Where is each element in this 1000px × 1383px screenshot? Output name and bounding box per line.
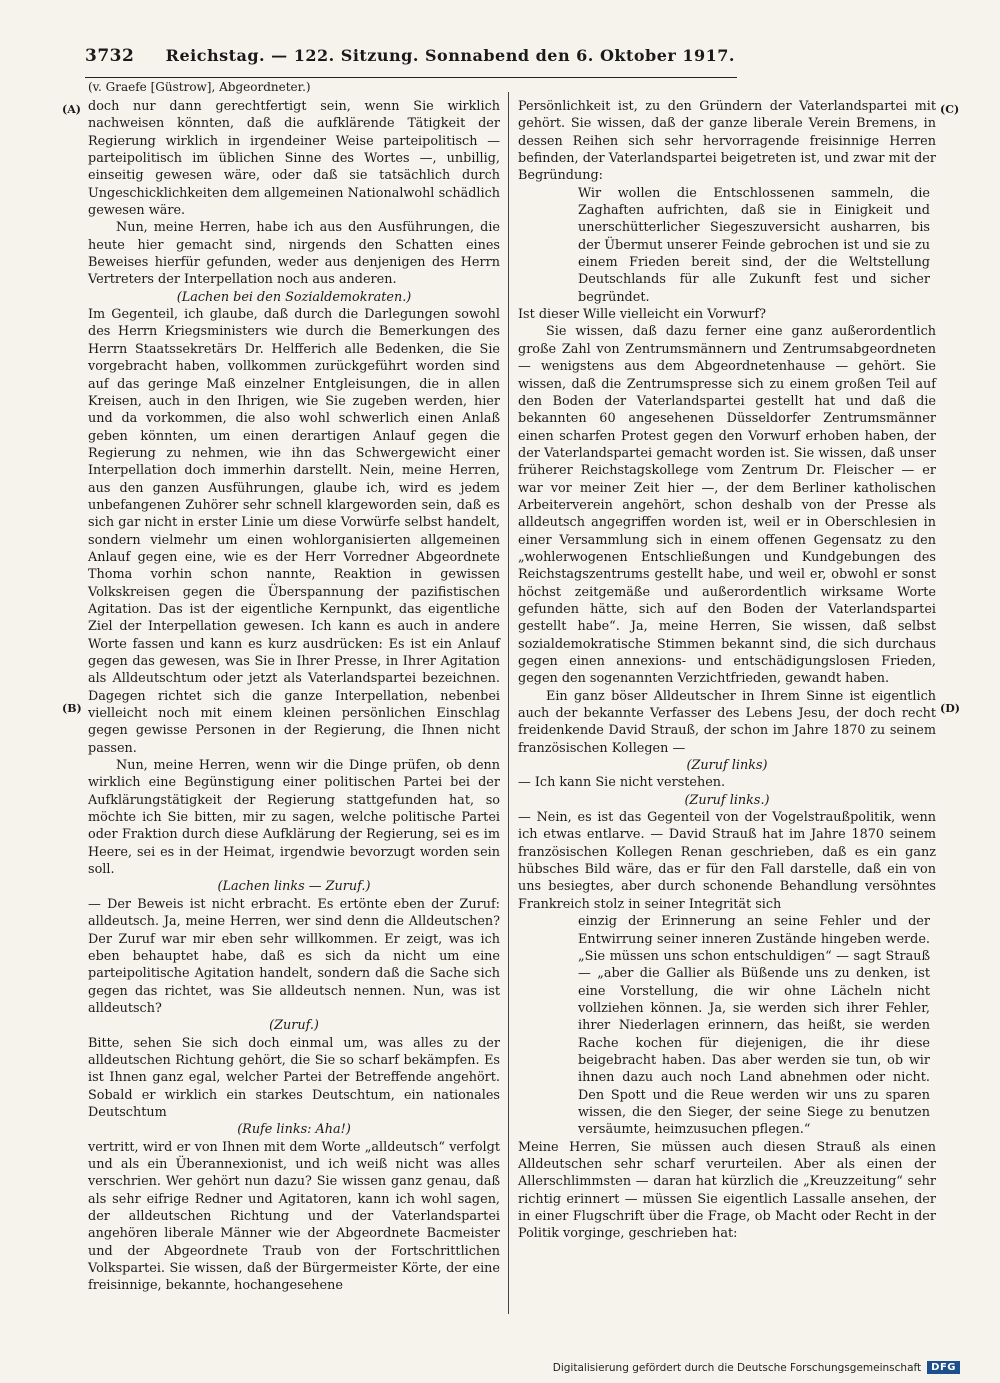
- paragraph: Sie wissen, daß dazu ferner eine ganz außerordentlich große Zahl von Zentrumsmännern und Zentrumsabgeordneten — wenigstens aus dem Abgeordnetenhause — gehört. Sie wissen, daß die Zentrumspresse sich zu einem großen Teil auf den Boden der Vaterlandspartei gestellt hat und daß die bekannten 60 angesehenen Düsseldorfer Zentrumsmänner einen scharfen Protest gegen den Vorwurf erhoben haben, der der Vaterlandspartei gemacht worden ist. Sie wissen, daß unser früherer Reichstagskollege vom Zentrum Dr. Fleischer — er war vor meiner Zeit hier —, der dem Berliner katholischen Arbeiterverein angehört, schon deshalb von der Presse als alldeutsch angegriffen worden ist, weil er in Oberschlesien in einer Versammlung sich in einem offenen Gegensatz zu den „wohlerwogenen Entschließungen und Kundgebungen des Reichstagszentrums gestellt habe, und weil er, obwohl er sonst höchst zeitgemäße und außerordentlich wirksame Worte gefunden hätte, sich auf den Boden der Vaterlandspartei gestellt habe“. Ja, meine Herren, Sie wissen, daß selbst sozialdemokratische Stimmen bekannt sind, die sich durchaus gegen einen annexions- und entschädigungslosen Frieden, gegen den sogenannten Verzichtfrieden, gewandt haben.: [518, 324, 936, 687]
- paragraph: Ein ganz böser Alldeutscher in Ihrem Sinne ist eigentlich auch der bekannte Verfasser des Lebens Jesu, der doch recht freidenkende David Strauß, der schon im Jahre 1870 zu seinem französischen Kollegen —: [518, 688, 936, 756]
- margin-marker-c: (C): [940, 103, 960, 116]
- margin-marker-b: (B): [62, 702, 82, 715]
- footer-credit: [553, 1361, 960, 1374]
- page-running-title: Reichstag. — 122. Sitzung. Sonnabend den 6. Oktober 1917.: [165, 46, 735, 65]
- paragraph: — Nein, es ist das Gegenteil von der Vogelstraußpolitik, wenn ich etwas entlarve. — David Strauß hat im Jahre 1870 seinem französischen Kollegen Renan geschrieben, daß es ein ganz hübsches Bild wäre, das er für den Fall darstelle, daß ein von uns besiegtes, aber durch schonende Behandlung versöhntes Frankreich stolz in seiner Integrität sich: [518, 810, 936, 912]
- paragraph: Nun, meine Herren, wenn wir die Dinge prüfen, ob denn wirklich eine Begünstigung einer politischen Partei bei der Aufklärungstätigkeit der Regierung stattgefunden hat, so möchte ich Sie bitten, mir zu sagen, welche politische Partei oder Fraktion durch diese Aufklärung der Regierung, sei es im Heere, sei es in der Heimat, irgendwie bevorzugt worden sein soll.: [88, 758, 500, 878]
- paragraph: Bitte, sehen Sie sich doch einmal um, was alles zu der alldeutschen Richtung gehört, die Sie so scharf bekämpfen. Es ist Ihnen ganz egal, welcher Partei der Betreffende angehört. Sobald er wirklich ein starkes Deutschtum, ein nationales Deutschtum: [88, 1035, 500, 1120]
- paragraph: Meine Herren, Sie müssen auch diesen Strauß als einen Alldeutschen sehr scharf verurteilen. Aber als einen der Allerschlimmsten — daran hat kürzlich die „Kreuzzeitung“ sehr richtig erinnert — müssen Sie eigentlich Lassalle ansehen, der in einer Flugschrift über die Frage, ob Macht oder Recht in der Politik vorginge, geschrieben hat:: [518, 1139, 936, 1242]
- paragraph: — Ich kann Sie nicht verstehen.: [518, 775, 726, 791]
- block-quote: Wir wollen die Entschlossenen sammeln, die Zaghaften aufrichten, daß sie in Einigkeit und unerschütterlicher Siegeszuversicht ausharren, bis der Übermut unserer Feinde gebrochen ist und sie zu einem Frieden bereit sind, der die Weltstellung Deutschlands für alle Zukunft fest und sicher begründet.: [578, 185, 930, 305]
- speaker-line: (v. Graefe [Güstrow], Abgeordneter.): [88, 80, 311, 94]
- left-text-column: [88, 98, 500, 1295]
- column-divider: [508, 92, 509, 1314]
- dfg-logo: DFG: [927, 1361, 960, 1374]
- margin-marker-d: (D): [940, 702, 960, 715]
- interjection: (Zuruf links): [686, 758, 768, 774]
- interjection: (Zuruf.): [269, 1018, 319, 1034]
- paragraph: Nun, meine Herren, habe ich aus den Ausführungen, die heute hier gemacht sind, nirgends den Schatten eines Beweises hierfür gefunden, weder aus denjenigen des Herrn Vertreters der Interpellation noch aus anderen.: [88, 220, 500, 288]
- paragraph: vertritt, wird er von Ihnen mit dem Worte „alldeutsch“ verfolgt und als ein Überannexionist, und ich weiß nicht was alles verschrien. Wer gehört nun dazu? Sie wissen ganz genau, daß als sehr eifrige Redner und Agitatoren, kann ich wohl sagen, der alldeutschen Richtung und der Vaterlandspartei angehören liberale Männer wie der Abgeordnete Bacmeister und der Abgeordnete Traub von der Fortschrittlichen Volkspartei. Sie wissen, daß der Bürgermeister Körte, der eine freisinnige, bekannte, hochangesehene: [88, 1139, 500, 1294]
- paragraph: doch nur dann gerechtfertigt sein, wenn Sie wirklich nachweisen könnten, daß die aufklärende Tätigkeit der Regierung wirklich in irgendeiner Weise parteipolitisch — parteipolitisch im üblichen Sinne des Wortes —, unbillig, einseitig gewesen wäre, oder daß sie tatsächlich durch Ungeschicklichkeiten dem allgemeinen Nationalwohl schädlich gewesen wäre.: [88, 99, 500, 219]
- right-text-column: [518, 98, 936, 1243]
- page-number: 3732: [85, 46, 135, 66]
- page-header: [85, 46, 735, 76]
- interjection: (Lachen bei den Sozialdemokraten.): [176, 289, 412, 305]
- interjection: (Lachen links — Zuruf.): [217, 879, 371, 895]
- header-divider: [85, 77, 737, 78]
- interjection: (Zuruf links.): [684, 792, 770, 808]
- paragraph: — Der Beweis ist nicht erbracht. Es ertönte eben der Zuruf: alldeutsch. Ja, meine Herren, wer sind denn die Alldeutschen? Der Zuruf war mir eben sehr willkommen. Er zeigt, was ich eben behauptet habe, daß es sich da nicht um eine parteipolitische Agitation handelt, sondern daß die Sache sich gegen das richtet, was Sie alldeutsch nennen. Nun, was ist alldeutsch?: [88, 896, 500, 1016]
- block-quote: einzig der Erinnerung an seine Fehler und der Entwirrung seiner inneren Zustände hingeben werde. „Sie müssen uns schon entschuldigen“ — sagt Strauß — „aber die Gallier als Büßende uns zu denken, ist eine Vorstellung, die wir ohne Lächeln nicht vollziehen können. Ja, sie werden sich ihrer Fehler, ihrer Niederlagen erinnern, das heißt, sie werden Rache kochen für diejenigen, die ihr diese beigebracht haben. Das aber werden sie tun, ob wir ihnen dazu auch noch Land abnehmen oder nicht. Den Spott und die Reue werden wir uns zu sparen wissen, die den Sieger, der seine Siege zu benutzen versäumte, heimzusuchen pflegen.“: [578, 914, 930, 1138]
- footer-text: Digitalisierung gefördert durch die Deutsche Forschungsgemeinschaft: [552, 1361, 922, 1374]
- paragraph: Persönlichkeit ist, zu den Gründern der Vaterlandspartei mit gehört. Sie wissen, daß der ganze liberale Verein Bremens, in dessen Reihen sich sehr hervorragende freisinnige Herren befinden, der Vaterlandspartei beigetreten ist, und zwar mit der Begründung:: [518, 99, 936, 184]
- margin-marker-a: (A): [62, 103, 81, 116]
- paragraph: Ist dieser Wille vielleicht ein Vorwurf?: [518, 307, 767, 323]
- paragraph: Im Gegenteil, ich glaube, daß durch die Darlegungen sowohl des Herrn Kriegsministers wie durch die Bemerkungen des Herrn Staatssekretärs Dr. Helfferich alle Bedenken, die Sie vorgebracht haben, vollkommen zurückgeführt worden sind auf das geringe Maß einzelner Entgleisungen, die in allen Kreisen, auch in den Ihrigen, wie Sie zugeben werden, hier und da vorkommen, die also wohl schwerlich einen Anlaß geben könnten, um einen derartigen Anlauf gegen die Regierung zu nehmen, wie ihn das Schwergewicht einer Interpellation doch immerhin darstellt. Nein, meine Herren, aus den ganzen Ausführungen, glaube ich, wird es jedem unbefangenen Zuhörer sehr schnell klargeworden sein, daß es sich gar nicht in erster Linie um diese Vorwürfe selbst handelt, sondern vielmehr um einen wohlorganisierten allgemeinen Anlauf gegen eine, wie es der Herr Vorredner Abgeordnete Thoma vorhin schon nannte, Reaktion in gewissen Volkskreisen gegen die Überspannung der pazifistischen Agitation. Das ist der eigentliche Kernpunkt, das eigentliche Ziel der Interpellation gewesen. Ich kann es auch in andere Worte fassen und kann es kurz ausdrücken: Es ist ein Anlauf gegen das gewesen, was Sie in Ihrer Presse, in Ihrer Agitation als Alldeutschtum oder jetzt als Vaterlandspartei bezeichnen. Dagegen richtet sich die ganze Interpellation, nebenbei vielleicht noch mit einem kleinen persönlichen Einschlag gegen gewisse Personen in der Regierung, die Ihnen nicht passen.: [88, 307, 500, 756]
- interjection: (Rufe links: Aha!): [237, 1122, 351, 1138]
